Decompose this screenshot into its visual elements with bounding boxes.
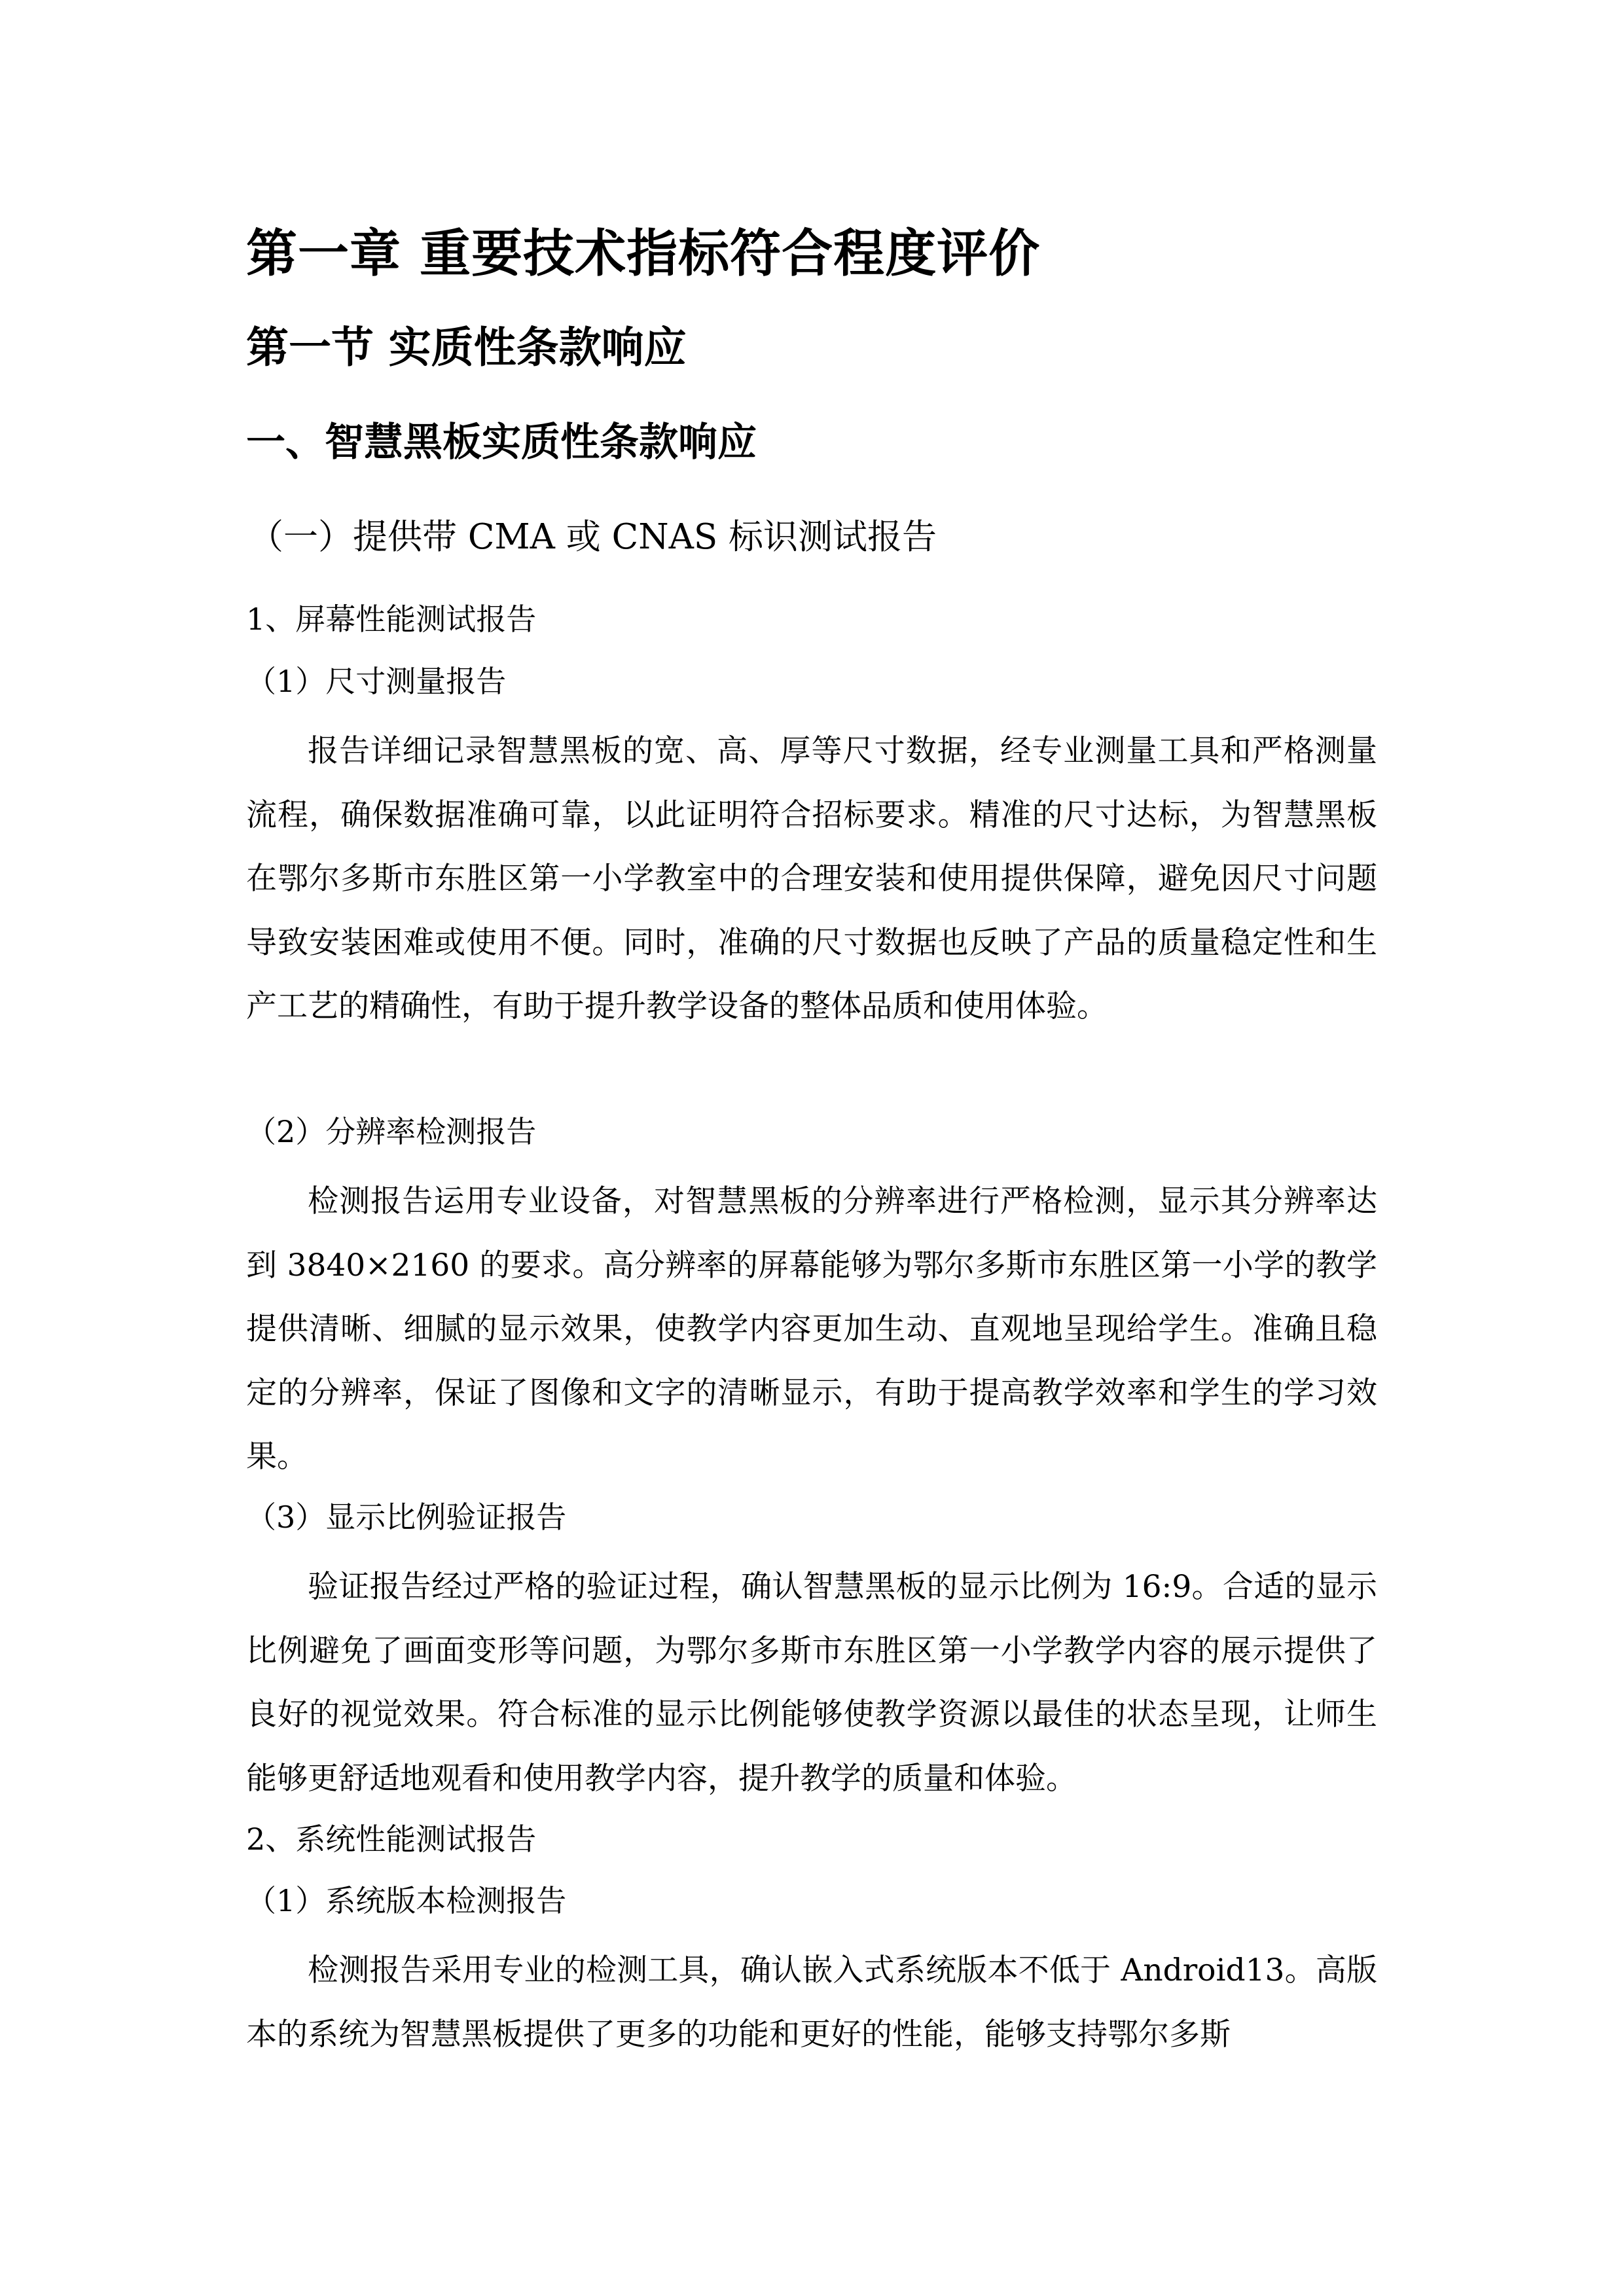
group-heading: 2、系统性能测试报告	[246, 1821, 537, 1857]
subsection-title: 一、智慧黑板实质性条款响应	[246, 420, 757, 465]
body-paragraph: 检测报告采用专业的检测工具，确认嵌入式系统版本不低于 Android13。高版本的系统为智慧黑板提供了更多的功能和更好的性能，能够支持鄂尔多斯	[246, 1952, 1377, 2053]
group-heading: 1、屏幕性能测试报告	[246, 601, 537, 637]
body-paragraph: 报告详细记录智慧黑板的宽、高、厚等尺寸数据，经专业测量工具和严格测量流程，确保数据准确可靠，以此证明符合招标要求。精准的尺寸达标，为智慧黑板在鄂尔多斯市东胜区第一小学教室中的合理安装和使用提供保障，避免因尺寸问题导致安装困难或使用不便。同时，准确的尺寸数据也反映了产品的质量稳定性和生产工艺的精确性，有助于提升教学设备的整体品质和使用体验。	[246, 733, 1377, 1024]
item-heading: （1）尺寸测量报告	[246, 664, 507, 699]
item-heading: （1）系统版本检测报告	[246, 1883, 567, 1918]
section-title: 第一节 实质性条款响应	[246, 323, 687, 372]
body-paragraph: 验证报告经过严格的验证过程，确认智慧黑板的显示比例为 16:9。合适的显示比例避免了画面变形等问题，为鄂尔多斯市东胜区第一小学教学内容的展示提供了良好的视觉效果。符合标准的显示比例能够使教学资源以最佳的状态呈现，让师生能够更舒适地观看和使用教学内容，提升教学的质量和体验。	[246, 1569, 1377, 1797]
item-heading: （3）显示比例验证报告	[246, 1499, 567, 1535]
body-paragraph: 检测报告运用专业设备，对智慧黑板的分辨率进行严格检测，显示其分辨率达到 3840×2160 的要求。高分辨率的屏幕能够为鄂尔多斯市东胜区第一小学的教学提供清晰、细腻的显示效果，使教学内容更加生动、直观地呈现给学生。准确且稳定的分辨率，保证了图像和文字的清晰显示，有助于提高教学效率和学生的学习效果。	[246, 1183, 1377, 1475]
chapter-title: 第一章 重要技术指标符合程度评价	[246, 224, 1041, 283]
item-title: （一）提供带 CMA 或 CNAS 标识测试报告	[249, 517, 937, 557]
item-heading: （2）分辨率检测报告	[246, 1114, 537, 1149]
